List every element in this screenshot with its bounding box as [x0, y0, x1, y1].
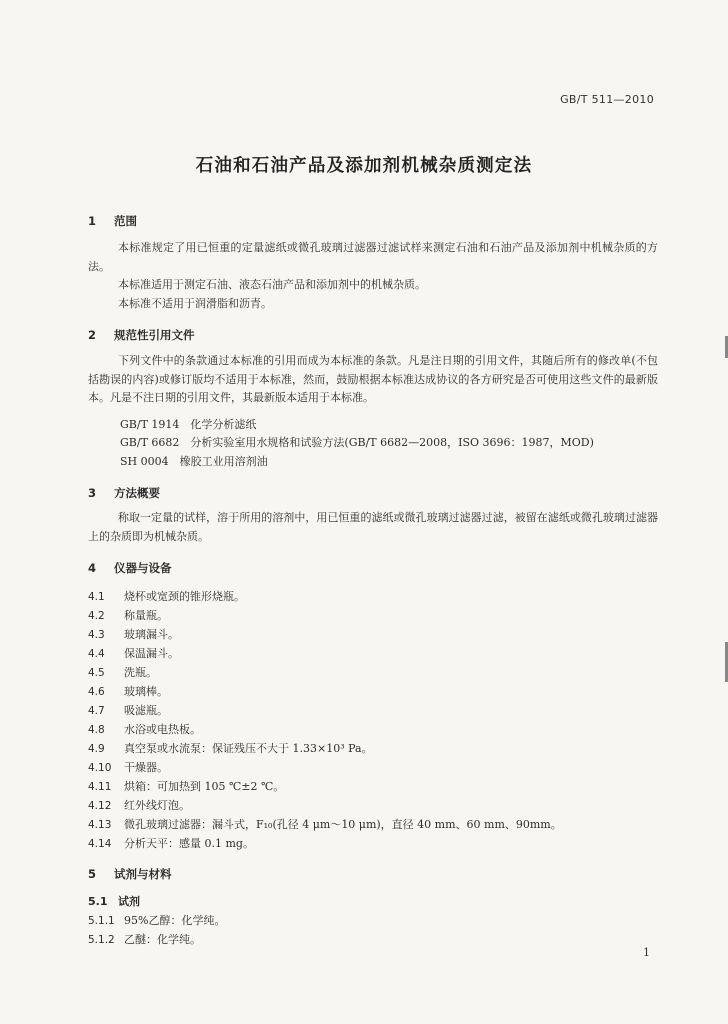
section-5-heading	[88, 866, 172, 882]
subsection-title: 试剂	[118, 895, 140, 908]
equipment-item	[88, 683, 168, 699]
item-text: 玻璃漏斗。	[124, 628, 179, 641]
equipment-item	[88, 664, 157, 680]
equipment-item	[88, 626, 179, 642]
equipment-item	[88, 835, 254, 851]
normative-reference: SH 0004 橡胶工业用溶剂油	[120, 455, 268, 468]
equipment-item	[88, 721, 201, 737]
section-4-heading	[88, 560, 172, 576]
section-title: 范围	[114, 214, 137, 228]
equipment-item	[88, 645, 179, 661]
section-2-heading	[88, 327, 195, 343]
normative-reference: GB/T 1914 化学分析滤纸	[120, 418, 257, 431]
item-number: 4.9	[88, 743, 105, 755]
item-number: 4.11	[88, 781, 112, 793]
document-title: 石油和石油产品及添加剂机械杂质测定法	[195, 156, 533, 176]
item-text: 烧杯或宽颈的锥形烧瓶。	[124, 590, 245, 603]
section-number: 3	[88, 486, 97, 500]
equipment-item	[88, 778, 284, 794]
item-number: 4.3	[88, 629, 105, 641]
section-1-heading	[88, 213, 137, 229]
section-number: 4	[88, 561, 97, 575]
item-text: 真空泵或水流泵：保证残压不大于 1.33×10³ Pa。	[124, 742, 373, 755]
section-title: 仪器与设备	[114, 561, 172, 575]
item-number: 4.10	[88, 762, 112, 774]
item-number: 4.8	[88, 724, 105, 736]
equipment-item	[88, 607, 168, 623]
standard-code: GB/T 511—2010	[560, 93, 654, 106]
item-number: 5.1.2	[88, 934, 115, 946]
equipment-item	[88, 740, 373, 756]
section-3-heading	[88, 485, 160, 501]
item-text: 烘箱：可加热到 105 ℃±2 ℃。	[124, 780, 285, 793]
item-number: 4.5	[88, 667, 105, 679]
equipment-item	[88, 702, 168, 718]
equipment-item	[88, 588, 245, 604]
item-text: 水浴或电热板。	[124, 723, 201, 736]
section-1-paragraph-1: 本标准规定了用已恒重的定量滤纸或微孔玻璃过滤器过滤试样来测定石油和石油产品及添加剂中机械杂质的方法。	[88, 241, 658, 273]
normative-reference: GB/T 6682 分析实验室用水规格和试验方法(GB/T 6682—2008，ISO 3696：1987，MOD)	[120, 436, 594, 449]
page-number: 1	[643, 946, 650, 959]
item-text: 95%乙醇：化学纯。	[124, 914, 226, 927]
reagent-item	[88, 931, 201, 947]
section-number: 5	[88, 867, 97, 881]
item-number: 4.7	[88, 705, 105, 717]
item-text: 洗瓶。	[124, 666, 157, 679]
item-number: 4.2	[88, 610, 105, 622]
subsection-5-1-heading	[88, 893, 140, 909]
reagent-item	[88, 912, 225, 928]
item-text: 吸滤瓶。	[124, 704, 168, 717]
section-2-paragraph: 下列文件中的条款通过本标准的引用而成为本标准的条款。凡是注日期的引用文件，其随后所有的修改单(不包括勘误的内容)或修订版均不适用于本标准，然而，鼓励根据本标准达成协议的各方研究是否可使用这些文件的最新版本。凡是不注日期的引用文件，其最新版本适用于本标准。	[88, 354, 658, 404]
equipment-item	[88, 797, 190, 813]
item-text: 玻璃棒。	[124, 685, 168, 698]
item-text: 干燥器。	[124, 761, 168, 774]
item-number: 4.14	[88, 838, 112, 850]
item-text: 分析天平：感量 0.1 mg。	[124, 837, 254, 850]
section-3-paragraph: 称取一定量的试样，溶于所用的溶剂中，用已恒重的滤纸或微孔玻璃过滤器过滤，被留在滤纸或微孔玻璃过滤器上的杂质即为机械杂质。	[88, 511, 658, 543]
item-number: 4.13	[88, 819, 112, 831]
section-number: 2	[88, 328, 97, 342]
section-1-paragraph-2: 本标准适用于测定石油、液态石油产品和添加剂中的机械杂质。	[118, 278, 426, 291]
item-text: 红外线灯泡。	[124, 799, 190, 812]
section-number: 1	[88, 214, 97, 228]
item-number: 5.1.1	[88, 915, 115, 927]
item-text: 保温漏斗。	[124, 647, 179, 660]
subsection-number: 5.1	[88, 895, 108, 908]
item-number: 4.12	[88, 800, 112, 812]
item-text: 称量瓶。	[124, 609, 168, 622]
equipment-item	[88, 816, 562, 832]
section-title: 方法概要	[114, 486, 160, 500]
item-number: 4.1	[88, 591, 105, 603]
item-text: 乙醚：化学纯。	[124, 933, 201, 946]
item-number: 4.4	[88, 648, 105, 660]
section-title: 试剂与材料	[114, 867, 172, 881]
equipment-item	[88, 759, 168, 775]
section-title: 规范性引用文件	[114, 328, 195, 342]
item-number: 4.6	[88, 686, 105, 698]
item-text: 微孔玻璃过滤器：漏斗式，F₁₀(孔径 4 μm～10 μm)，直径 40 mm、60 mm、90mm。	[124, 818, 562, 831]
section-1-paragraph-3: 本标准不适用于润滑脂和沥青。	[118, 297, 272, 310]
